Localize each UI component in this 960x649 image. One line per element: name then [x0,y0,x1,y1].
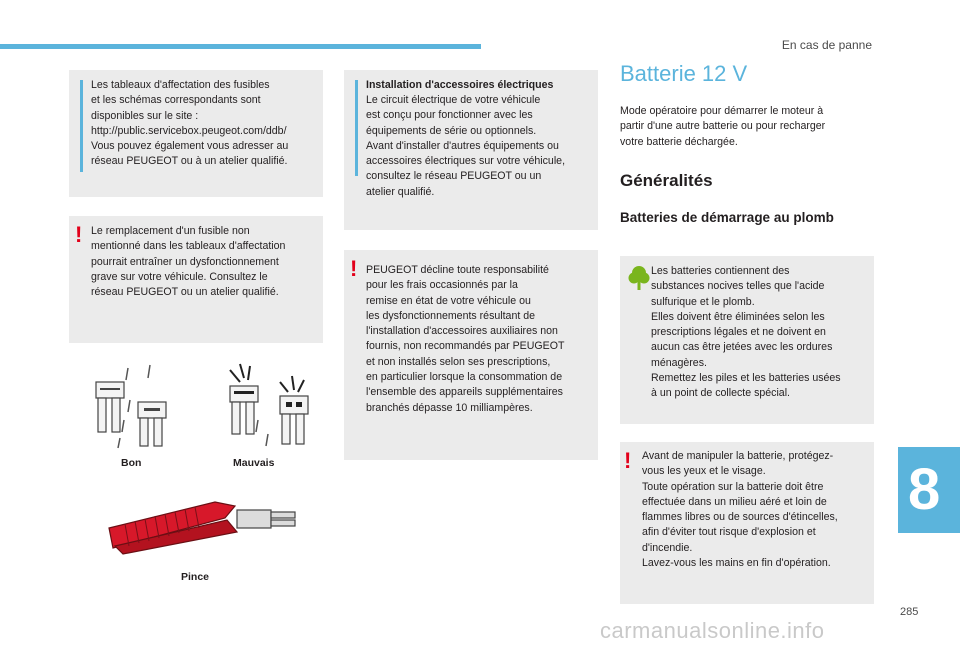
chapter-number: 8 [908,457,941,522]
info-text: Le circuit électrique de votre véhicule est conçu pour fonctionner avec les équipements de série ou optionnels. Avant d'installer d'autres équipements ou accessoires électriques sur votre véhicule, consultez le réseau PEUGEOT ou un atelier qualifié. [366,94,566,198]
info-icon [355,80,358,176]
watermark: carmanualsonline.info [600,618,825,643]
warning-icon: ! [624,448,632,473]
eco-text: Les batteries contiennent des substances nocives telles que l'acide sulfurique et le plomb. Elles doivent être éliminées selon les prescriptions légales et ne doivent en aucun cas être jetées avec les ordures ménagères. Remettez les piles et les batteries usées à un point de collecte spécial. [651,265,841,400]
caption-bad: Mauvais [233,457,275,469]
warning-text: PEUGEOT décline toute responsabilité pour les frais occasionnés par la remise en état de votre véhicule ou les dysfonctionnements résultant de l'installation d'accessoires auxiliaires non fournis, non recommandés par PEUGEOT et non installés selon ses prescriptions, en particulier lorsque la consommation de l'ensemble des appareils supplémentaires branchés dépasse 10 milliampères. [366,264,565,414]
warning-text: Le remplacement d'un fusible non mentionné dans les tableaux d'affectation pourrait entraîner un dysfonctionnement grave sur votre véhicule. Consultez le réseau PEUGEOT ou un atelier qualifié. [91,225,286,299]
eco-box [620,256,874,424]
info-box-fuse-tables [69,70,323,197]
fuse-bad-illustration [220,360,320,450]
fuse-good-illustration [90,360,170,450]
recycling-tree-icon [628,265,650,291]
info-text: Les tableaux d'affectation des fusibles et les schémas correspondants sont disponibles sur le site : http://public.servicebox.peugeot.com/ddb/ Vous pouvez également vous adresser au réseau PEUGEOT ou à un atelier qualifié. [91,79,289,168]
chapter-tab [898,447,960,533]
info-icon [80,80,83,172]
page-number: 285 [900,606,919,618]
info-box-accessories [344,70,598,230]
caption-pliers: Pince [181,571,210,583]
warning-box-accessories [344,250,598,460]
heading-lead-batteries: Batteries de démarrage au plomb [620,210,834,225]
fuse-pliers-illustration [105,488,305,558]
warning-icon: ! [350,256,358,281]
intro-text: Mode opératoire pour démarrer le moteur à partir d'une autre batterie ou pour recharger votre batterie déchargée. [620,105,826,148]
section-title: En cas de panne [781,38,872,52]
heading-general: Généralités [620,171,713,190]
caption-good: Bon [121,457,142,469]
page-title: Batterie 12 V [620,61,748,86]
warning-icon: ! [75,222,83,247]
warning-box-battery [620,442,874,604]
info-title: Installation d'accessoires électriques [366,79,554,91]
top-accent-bar [0,44,481,49]
warning-box-fuse [69,216,323,343]
warning-text: Avant de manipuler la batterie, protégez- vous les yeux et le visage. Toute opération sur la batterie doit être effectuée dans un milieu aéré et loin de flammes libres ou de sources d'étincelles, afin d'éviter tout risque d'explosion et d'incendie. Lavez-vous les mains en fin d'opération. [642,450,838,570]
